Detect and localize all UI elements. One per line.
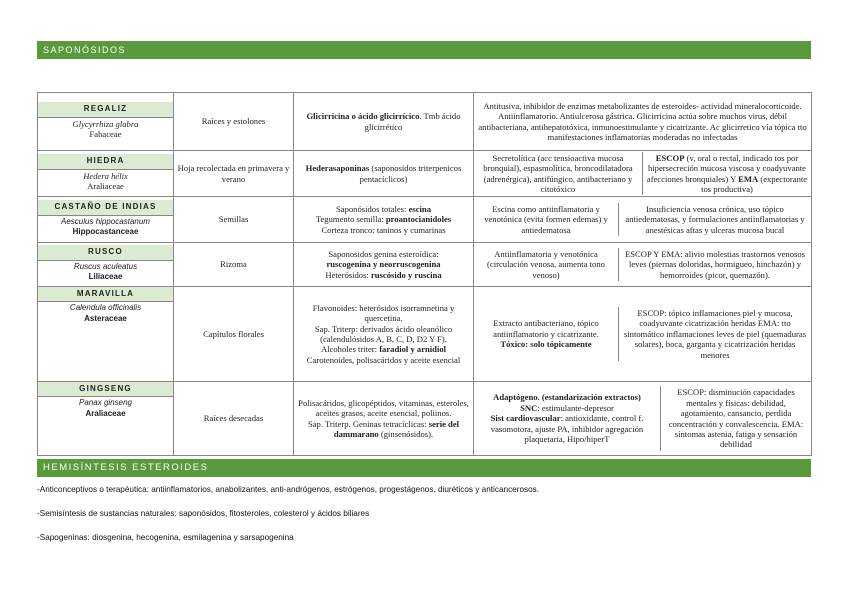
plant-cell [38, 382, 174, 456]
table-row-rusco [38, 243, 812, 287]
plant-family: Hippocastanceae [72, 227, 139, 237]
plant-part: Raíces desecadas [174, 382, 294, 456]
plant-compounds: Saponosidos genina esteroídica: ruscogenina y neorruscogenina Heterósidos: ruscósido y ruscina [294, 243, 474, 287]
uses-pharmacology: Escina como antiinflamatoria y venotónica (evita formen edemas) y antiedematosa [484, 203, 608, 235]
plant-part: Rizoma [174, 243, 294, 287]
saponosidos-table [37, 92, 812, 456]
plant-compounds: Polisacáridos, glicopéptidos, vitaminas, esteroles, aceites grasos, aceite esencial, poliinos. Sap. Triterp. Geninas tetracíclicas: serie del dammarano (ginsenósidos). [294, 382, 474, 456]
plant-name: REGALIZ [38, 102, 173, 117]
uses-pharmacology: Extracto antibacteriano, tópico antiinflamatorio y cicatrizante. Tóxico: solo tópicamente [493, 318, 599, 350]
compound-main: Glicirricina o ácido glicirrícico [306, 111, 420, 122]
plant-family: Asteraceae [84, 313, 127, 323]
plant-species: Panax ginseng [79, 398, 132, 408]
plant-compounds: Saponósidos totales: escina Tegumento semilla: proantocianidoles Corteza tronco: taninos y cumarinas [294, 197, 474, 243]
compound-rest: . Tmb ácido glicirrético [364, 111, 461, 132]
plant-compounds [294, 151, 474, 197]
plant-species: Aesculus hippocastanum [61, 216, 150, 226]
plant-species: Ruscus aculeatus [73, 261, 138, 271]
plant-part: Hoja recolectada en primavera y verano [174, 151, 294, 197]
plant-part: Raíces y estolones [174, 93, 294, 151]
uses-official: ESCOP Y EMA: alivio molestias trastornos venosos leves (piernas doloridas, hormigueo, hinchazón) y hemorroides (picor, quemazón). [618, 248, 811, 281]
plant-family: Fabaceae [89, 129, 122, 140]
table-row-maravilla [38, 287, 812, 382]
uses-official: ESCOP: tópico inflamaciones piel y mucosa, coadyuvante cicatrización heridas EMA: tto sintomático inflamaciones leves de piel (quemaduras solares), boca, garganta y cicatrización heridas menores [618, 307, 811, 361]
plant-name: CASTAÑO DE INDIAS [38, 200, 173, 215]
plant-family: Araliaceae [87, 181, 124, 192]
uses-pharmacology: Antiinflamatoria y venotónica (circulación venosa, aumenta tono venoso) [487, 248, 605, 280]
uses-official: Insuficiencia venosa crónica, uso tópico antiedematosas, y formulaciones antiinflamatorias y anestésicas aftas y ulceras mucosa bucal [618, 203, 811, 236]
table-row-castano [38, 197, 812, 243]
plant-family: Araliaceae [85, 408, 126, 418]
plant-uses [474, 151, 812, 197]
plant-compounds: Flavonoides: heterósidos isorramnetina y quercetina. Sap. Triterp: derivados ácido oleanólico (calendulósidos A, B, C, D, D2 Y F). Alcoholes triter: faradiol y arnidiol Carotenoides, polisacáridos y aceite esencial [294, 287, 474, 382]
plant-name: RUSCO [38, 245, 173, 260]
uses-pharmacology: Secretolítica (acc tensioactiva mucosa bronquial), espasmolítica, broncodilatadora (adrenérgica), antifúngico, antibacteriano y citotóxico [483, 152, 633, 194]
plant-name: MARAVILLA [38, 287, 173, 302]
plant-cell [38, 287, 174, 382]
compound-rest: (saponosidos triterpenicos pentacíclicos) [359, 163, 462, 184]
table-row-gingseng [38, 382, 812, 456]
plant-cell [38, 151, 174, 197]
plant-compounds [294, 93, 474, 151]
table-row-hiedra [38, 151, 812, 197]
uses-official: ESCOP: disminución capacidades mentales y físicas: debilidad, agotamiento, cansancio, perdida concentración y convalescencia. EMA: síntomas astenia, fatiga y sensación debilidad [660, 386, 811, 450]
compound-main: Hederasaponinas [305, 163, 370, 174]
plant-name: HIEDRA [38, 154, 173, 169]
plant-part: Capítulos florales [174, 287, 294, 382]
plant-uses [474, 243, 812, 287]
plant-species: Calendula officinalis [69, 303, 142, 313]
plant-species: Hedera hélix [83, 170, 128, 181]
table-row-regaliz [38, 93, 812, 151]
section-banner-hemisintesis: HEMISÍNTESIS ESTEROIDES [37, 459, 811, 477]
note-semisintesis: -Semisíntesis de sustancias naturales: saponósidos, fitosteroles, colesterol y ácidos biliares [37, 509, 370, 518]
note-anticonceptivos: -Anticonceptivos o terapéutica: antiinflamatorios, anabolizantes, anti-andrógenos, estrógenos, progestágenos, diuréticos y anticancerosos. [37, 485, 540, 494]
uses-official: ESCOP (v. oral o rectal, indicado tos por hipersecreción mucosa viscosa y coadyuvante afecciones bronquiales) Y EMA (expectorante tos productiva) [642, 152, 811, 196]
plant-part: Semillas [174, 197, 294, 243]
note-sapogeninas: -Sapogeninas: diosgenina, hecogenina, esmilagenina y sarsapogenina [37, 533, 294, 542]
section-banner-saponosidos: SAPONÓSIDOS [37, 41, 811, 59]
plant-family: Liliaceae [88, 272, 123, 282]
plant-uses: Antitusiva, inhibidor de enzimas metabolizantes de esteroides- actividad mineralocorticoide. Antiinflamatorio. Antiulcerosa gástrica. Glicirricina actúa sobre muchos virus, débil antibacteriana, antihepatotóxica, inmunoestimulante y cicatrizante. Ac glicirretico vía tópica tto manifestaciones inflamatorias moderadas no infectadas [474, 93, 812, 151]
plant-uses [474, 382, 812, 456]
plant-cell [38, 243, 174, 287]
plant-cell [38, 197, 174, 243]
plant-species: Glycyrrhiza glabra [72, 118, 139, 129]
uses-pharmacology: Adaptógeno. (estandarización extractos) SNC: estimulante-depresor Sist cardiovascular: antioxidante, control f. vasomotora, ajuste PA, inhibidor agregación plaquetaria, Hipo/hiperT [490, 392, 644, 445]
plant-name: GINGSENG [38, 382, 173, 397]
plant-cell [38, 93, 174, 151]
plant-uses [474, 287, 812, 382]
plant-uses [474, 197, 812, 243]
